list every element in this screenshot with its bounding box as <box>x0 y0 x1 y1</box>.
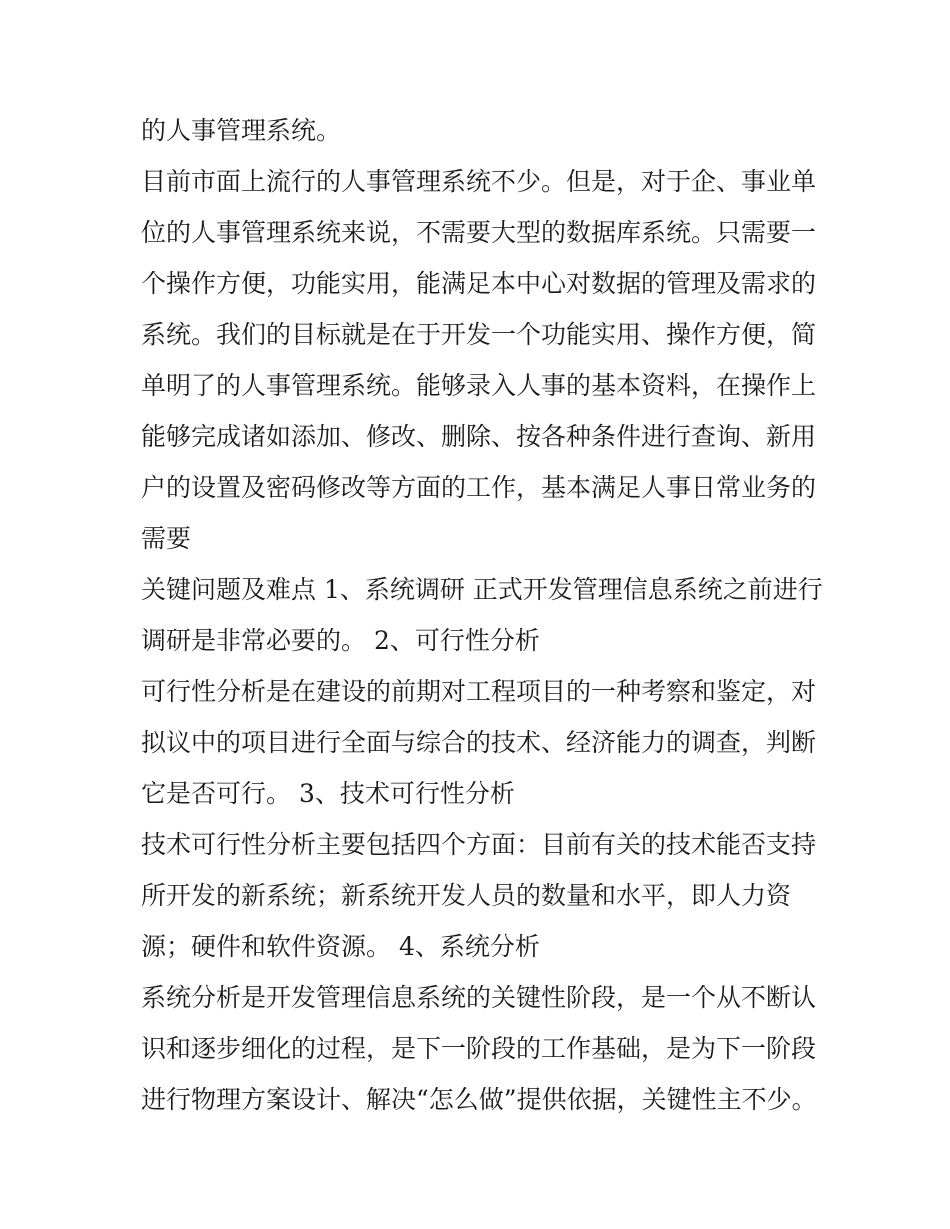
text-line: 它是否可行。 3、技术可行性分析 <box>141 779 515 808</box>
text-line: 户的设置及密码修改等方面的工作，基本满足人事日常业务的 <box>141 473 817 502</box>
text-line: 位的人事管理系统来说，不需要大型的数据库系统。只需要一 <box>141 218 817 247</box>
text-line: 可行性分析是在建设的前期对工程项目的一种考察和鉴定，对 <box>141 677 817 706</box>
text-line: 所开发的新系统；新系统开发人员的数量和水平，即人力资 <box>141 881 792 910</box>
text-line: 源；硬件和软件资源。 4、系统分析 <box>141 932 540 961</box>
text-line: 技术可行性分析主要包括四个方面：目前有关的技术能否支持 <box>141 830 817 859</box>
text-line: 个操作方便，功能实用，能满足本中心对数据的管理及需求的 <box>141 269 817 298</box>
text-line: 系统分析是开发管理信息系统的关键性阶段，是一个从不断认 <box>141 983 817 1012</box>
text-line: 能够完成诸如添加、修改、删除、按各种条件进行查询、新用 <box>141 422 817 451</box>
text-line: 拟议中的项目进行全面与综合的技术、经济能力的调查，判断 <box>141 728 817 757</box>
text-line: 目前市面上流行的人事管理系统不少。但是，对于企、事业单 <box>141 167 817 196</box>
text-line: 调研是非常必要的。 2、可行性分析 <box>141 626 540 655</box>
document-body <box>141 105 823 1125</box>
text-line: 系统。我们的目标就是在于开发一个功能实用、操作方便，简 <box>141 320 817 349</box>
text-line: 单明了的人事管理系统。能够录入人事的基本资料，在操作上 <box>141 371 817 400</box>
text-line: 进行物理方案设计、解决“怎么做”提供依据，关键性主不少。 <box>141 1085 817 1114</box>
text-line: 的人事管理系统。 <box>141 116 342 145</box>
text-line: 需要 <box>141 524 192 553</box>
text-line: 关键问题及难点 1、系统调研 正式开发管理信息系统之前进行 <box>141 575 823 604</box>
text-line: 识和逐步细化的过程，是下一阶段的工作基础，是为下一阶段 <box>141 1034 817 1063</box>
